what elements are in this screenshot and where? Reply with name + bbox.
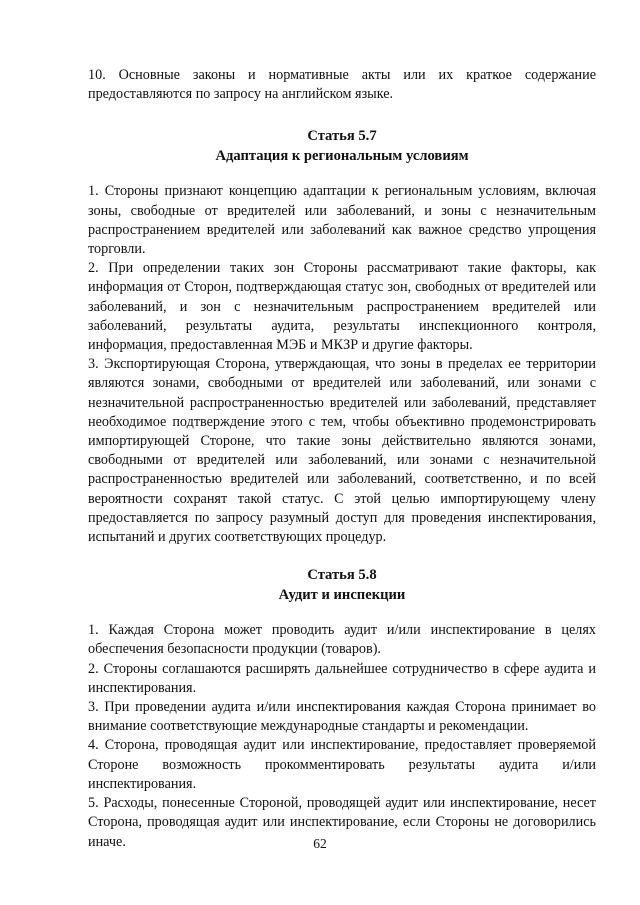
article-paragraph: 1. Каждая Сторона может проводить аудит и/или инспектирование в целях обеспечения безопасности продукции (товаров).: [88, 622, 596, 658]
article-title: Адаптация к региональным условиям: [215, 148, 469, 165]
intro-paragraph: 10. Основные законы и нормативные акты или их краткое содержание предоставляются по запросу на английском языке.: [88, 67, 596, 103]
article-paragraph: 1. Стороны признают концепцию адаптации к региональным условиям, включая зоны, свободные от вредителей или заболеваний, и зоны с незначительным распространением вредителей или заболеваний как важное средство упрощения торговли.: [88, 183, 596, 258]
article-paragraph: 3. При проведении аудита и/или инспектирования каждая Сторона принимает во внимание соответствующие международные стандарты и рекомендации.: [88, 699, 596, 735]
page-number: 62: [313, 836, 327, 851]
article-paragraph: 2. Стороны соглашаются расширять дальнейшее сотрудничество в сфере аудита и инспектирования.: [88, 660, 596, 696]
article-number: Статья 5.7: [307, 128, 377, 145]
article-paragraph: 5. Расходы, понесенные Стороной, проводящей аудит или инспектирование, несет Сторона, проводящая аудит или инспектирование, если Стороны не договорились иначе.: [88, 795, 596, 850]
article-title: Аудит и инспекции: [278, 587, 406, 604]
article-paragraph: 2. При определении таких зон Стороны рассматривают такие факторы, как информация от Сторон, подтверждающая статус зон, свободных от вредителей или заболеваний, и зон с незначительным распространением вредителей или заболеваний, результаты аудита, результаты инспекционного контроля, информация, предоставленная МЭБ и МКЗР и другие факторы.: [88, 260, 596, 354]
article-number: Статья 5.8: [307, 567, 377, 584]
page-content: [88, 66, 596, 852]
article-paragraph: 4. Сторона, проводящая аудит или инспектирование, предоставляет проверяемой Стороне возможность прокомментировать результаты аудита и/или инспектирования.: [88, 737, 596, 792]
article-paragraph: 3. Экспортирующая Сторона, утверждающая, что зоны в пределах ее территории являются зонами, свободными от вредителей или заболеваний, или зонами с незначительной распространенностью вредителей или заболеваний, представляет необходимое подтверждение этого с тем, чтобы объективно продемонстрировать импортирующей Стороне, что такие зоны действительно являются зонами, свободными от вредителей или заболеваний, или зонами с незначительной распространенностью вредителей или заболеваний, соответственно, и по всей вероятности сохранят такой статус. С этой целью импортирующему члену предоставляется по запросу разумный доступ для проведения инспектирования, испытаний и других соответствующих процедур.: [88, 356, 596, 546]
